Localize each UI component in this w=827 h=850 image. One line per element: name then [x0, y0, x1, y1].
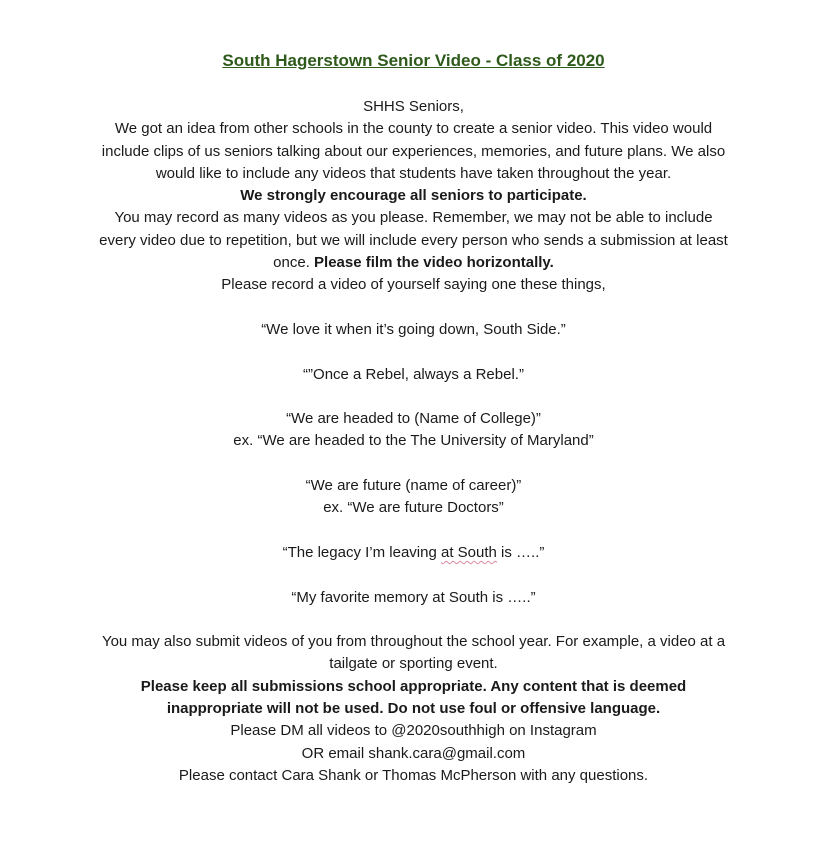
intro-paragraph: We got an idea from other schools in the county to create a senior video. This video would include clips of us seniors talking about our experiences, memories, and future plans. We also would like to include any videos that students have taken throughout the year. [101, 120, 726, 182]
greeting: SHHS Seniors, [363, 98, 464, 115]
page-title: South Hagerstown Senior Video - Class of 2020 [222, 51, 605, 70]
quote-legacy [95, 542, 732, 564]
submit-paragraph: You may also submit videos of you from throughout the school year. For example, a video at a tailgate or sporting event. [101, 633, 726, 673]
film-note: Please film the video horizontally. [314, 254, 554, 272]
spellcheck-underline: at South [441, 543, 497, 561]
quote-rebel: “”Once a Rebel, always a Rebel.” [303, 365, 524, 383]
record-text: You may record as many videos as you please. Remember, we may not be able to include every video due to repetition, but we will include every person who sends a submission at least once. [99, 209, 728, 272]
prompt-intro: Please record a video of yourself saying one these things, [221, 276, 606, 294]
warning-paragraph: Please keep all submissions school appropriate. Any content that is deemed inappropriate will not be used. Do not use foul or offensive language. [140, 677, 687, 718]
quote-south-side: “We love it when it’s going down, South Side.” [261, 320, 566, 338]
quote-memory: “My favorite memory at South is …..” [291, 588, 536, 606]
quote-legacy-end: is …..” [496, 543, 545, 561]
quote-career-example: ex. “We are future Doctors” [323, 499, 504, 517]
quote-college-example: ex. “We are headed to the The University of Maryland” [233, 432, 594, 450]
email-instructions: OR email shank.cara@gmail.com [301, 744, 526, 762]
dm-instructions: Please DM all videos to @2020southhigh on Instagram [230, 722, 597, 740]
encourage-line: We strongly encourage all seniors to participate. [240, 187, 587, 205]
record-paragraph [95, 207, 732, 274]
quote-college: “We are headed to (Name of College)” [286, 410, 541, 428]
document-body [95, 48, 732, 787]
quote-career: “We are future (name of career)” [305, 477, 522, 495]
quote-legacy-start: “The legacy I’m leaving [282, 543, 441, 561]
contact-line: Please contact Cara Shank or Thomas McPherson with any questions. [178, 766, 649, 784]
